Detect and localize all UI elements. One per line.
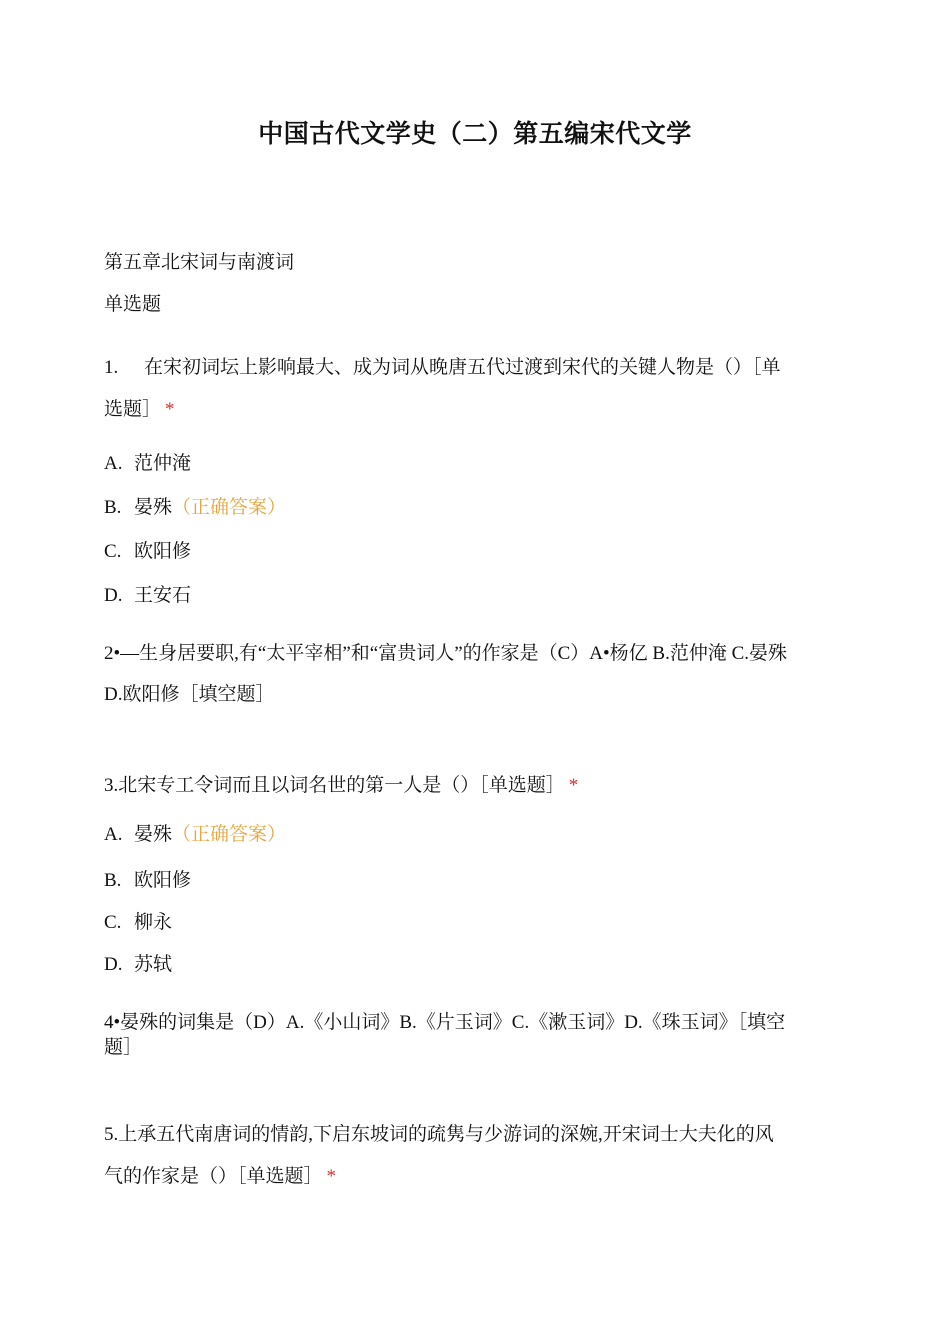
option-letter: D. bbox=[104, 954, 123, 975]
question-1-text-cont: 选题］ bbox=[104, 399, 162, 420]
required-marker: * bbox=[165, 399, 175, 420]
option-letter: B. bbox=[104, 497, 122, 518]
section-type: 单选题 bbox=[104, 294, 162, 315]
question-1-number: 1. bbox=[104, 357, 119, 378]
option-letter: A. bbox=[104, 453, 123, 474]
option-letter: B. bbox=[104, 870, 122, 891]
question-4-line-1: 4•晏殊的词集是（D）A.《小山词》B.《片玉词》C.《漱玉词》D.《珠玉词》［填空 bbox=[104, 1012, 786, 1033]
chapter-heading: 第五章北宋词与南渡词 bbox=[104, 252, 295, 273]
question-4-line-2: 题］ bbox=[104, 1037, 143, 1058]
option-letter: C. bbox=[104, 912, 122, 933]
q1-option-d[interactable] bbox=[104, 583, 191, 609]
q3-option-b[interactable] bbox=[104, 868, 191, 894]
required-marker: * bbox=[568, 775, 579, 796]
question-5-line-1: 5.上承五代南唐词的情韵,下启东坡词的疏隽与少游词的深婉,开宋词士大夫化的风 bbox=[104, 1124, 774, 1145]
option-text: 欧阳修 bbox=[134, 541, 192, 562]
option-text: 晏殊 bbox=[134, 824, 173, 845]
page-title: 中国古代文学史（二）第五编宋代文学 bbox=[258, 119, 692, 148]
q3-option-c[interactable] bbox=[104, 910, 172, 936]
question-2-line-2: D.欧阳修［填空题］ bbox=[104, 684, 275, 705]
question-2-line-1: 2•—生身居要职,有“太平宰相”和“富贵词人”的作家是（C）A•杨亿 B.范仲淹 C.晏殊 bbox=[104, 643, 788, 664]
option-text: 欧阳修 bbox=[134, 870, 192, 891]
option-text: 柳永 bbox=[134, 912, 173, 933]
option-text: 范仲淹 bbox=[134, 453, 192, 474]
option-text: 晏殊 bbox=[134, 497, 173, 518]
correct-answer-marker: （正确答案） bbox=[172, 824, 287, 845]
q3-option-d[interactable] bbox=[104, 952, 172, 978]
option-letter: A. bbox=[104, 824, 123, 845]
question-1-line-2 bbox=[104, 397, 175, 423]
option-text: 王安石 bbox=[134, 585, 192, 606]
question-1-text: 在宋初词坛上影响最大、成为词从晚唐五代过渡到宋代的关键人物是（）［单 bbox=[144, 357, 781, 378]
question-5-line-2 bbox=[104, 1164, 336, 1190]
question-3-text: 3.北宋专工令词而且以词名世的第一人是（）［单选题］ bbox=[104, 775, 565, 796]
q1-option-c[interactable] bbox=[104, 539, 191, 565]
q1-option-a[interactable] bbox=[104, 451, 191, 477]
question-1-line-1 bbox=[104, 355, 781, 381]
q3-option-a[interactable] bbox=[104, 822, 286, 848]
option-letter: C. bbox=[104, 541, 122, 562]
q1-option-b[interactable] bbox=[104, 495, 286, 521]
option-text: 苏轼 bbox=[134, 954, 173, 975]
required-marker: * bbox=[326, 1166, 337, 1187]
option-letter: D. bbox=[104, 585, 123, 606]
correct-answer-marker: （正确答案） bbox=[172, 497, 287, 518]
question-3-line-1 bbox=[104, 773, 578, 799]
question-5-text-cont: 气的作家是（）［单选题］ bbox=[104, 1166, 323, 1187]
